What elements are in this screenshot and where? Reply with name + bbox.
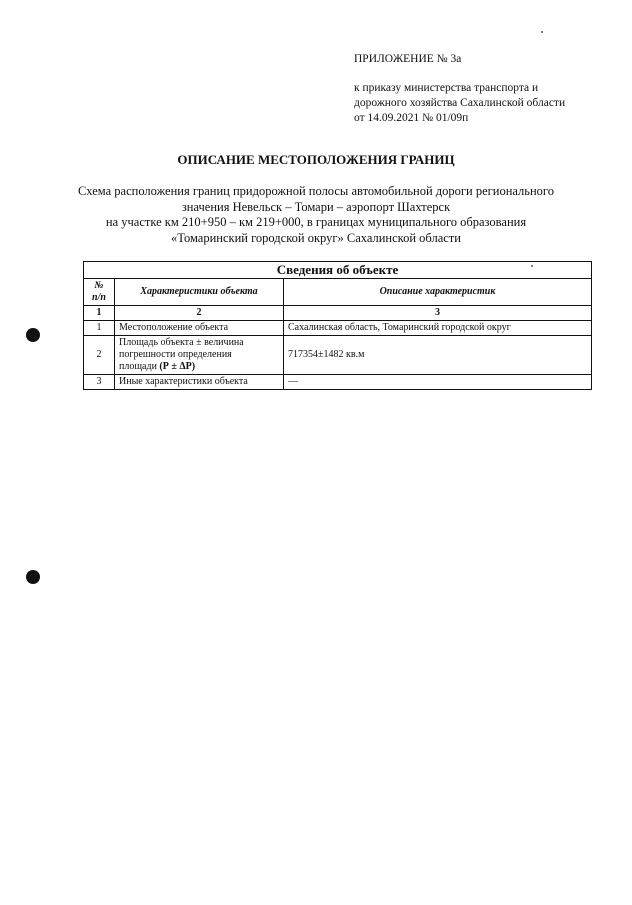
column-number: 3: [284, 306, 592, 321]
row-description: —: [284, 375, 592, 390]
header-num-line-2: п/п: [92, 292, 106, 303]
column-number: 1: [84, 306, 115, 321]
table-row: [84, 375, 592, 390]
header-description: Описание характеристик: [284, 279, 592, 306]
appendix-block: [354, 52, 565, 126]
appendix-order-date: от 14.09.2021 № 01/09п: [354, 112, 469, 124]
scheme-line: «Томаринский городской округ» Сахалинской области: [171, 230, 461, 245]
column-number: 2: [115, 306, 284, 321]
column-number-row: [84, 306, 592, 321]
header-characteristics: Характеристики объекта: [115, 279, 284, 306]
characteristic-line: площади: [119, 361, 160, 372]
row-number: 1: [84, 321, 115, 336]
table-row: [84, 336, 592, 375]
punch-hole-bottom: [26, 570, 40, 584]
scheme-line: на участке км 210+950 – км 219+000, в границах муниципального образования: [105, 215, 527, 229]
scheme-line: Схема расположения границ придорожной полосы автомобильной дороги регионального: [77, 184, 555, 198]
table-header-row: [84, 279, 592, 306]
scan-speck: [541, 31, 543, 33]
scheme-line: значения Невельск – Томари – аэропорт Шахтерск: [181, 199, 451, 214]
table-row: [84, 321, 592, 336]
header-num: [84, 279, 115, 306]
appendix-order-line-1: к приказу министерства транспорта и: [354, 82, 539, 94]
row-characteristic: Местоположение объекта: [115, 321, 284, 336]
punch-hole-top: [26, 328, 40, 342]
row-characteristic: Иные характеристики объекта: [115, 375, 284, 390]
row-number: 3: [84, 375, 115, 390]
appendix-title: ПРИЛОЖЕНИЕ № 3а: [354, 53, 462, 65]
characteristic-line: погрешности определения: [119, 349, 232, 360]
area-formula: (Р ± ΔР): [159, 361, 196, 372]
row-number: 2: [84, 336, 115, 375]
characteristic-line: Площадь объекта ± величина: [119, 337, 244, 348]
table-caption: Сведения об объекте: [84, 262, 592, 279]
row-description: 717354±1482 кв.м: [284, 336, 592, 375]
header-num-line-1: №: [94, 280, 104, 291]
row-description: Сахалинская область, Томаринский городской округ: [284, 321, 592, 336]
row-characteristic: [115, 336, 284, 375]
appendix-order-line-2: дорожного хозяйства Сахалинской области: [354, 97, 566, 109]
object-info-table: [83, 261, 592, 390]
scheme-description: [0, 184, 632, 246]
document-title: ОПИСАНИЕ МЕСТОПОЛОЖЕНИЯ ГРАНИЦ: [177, 152, 455, 167]
